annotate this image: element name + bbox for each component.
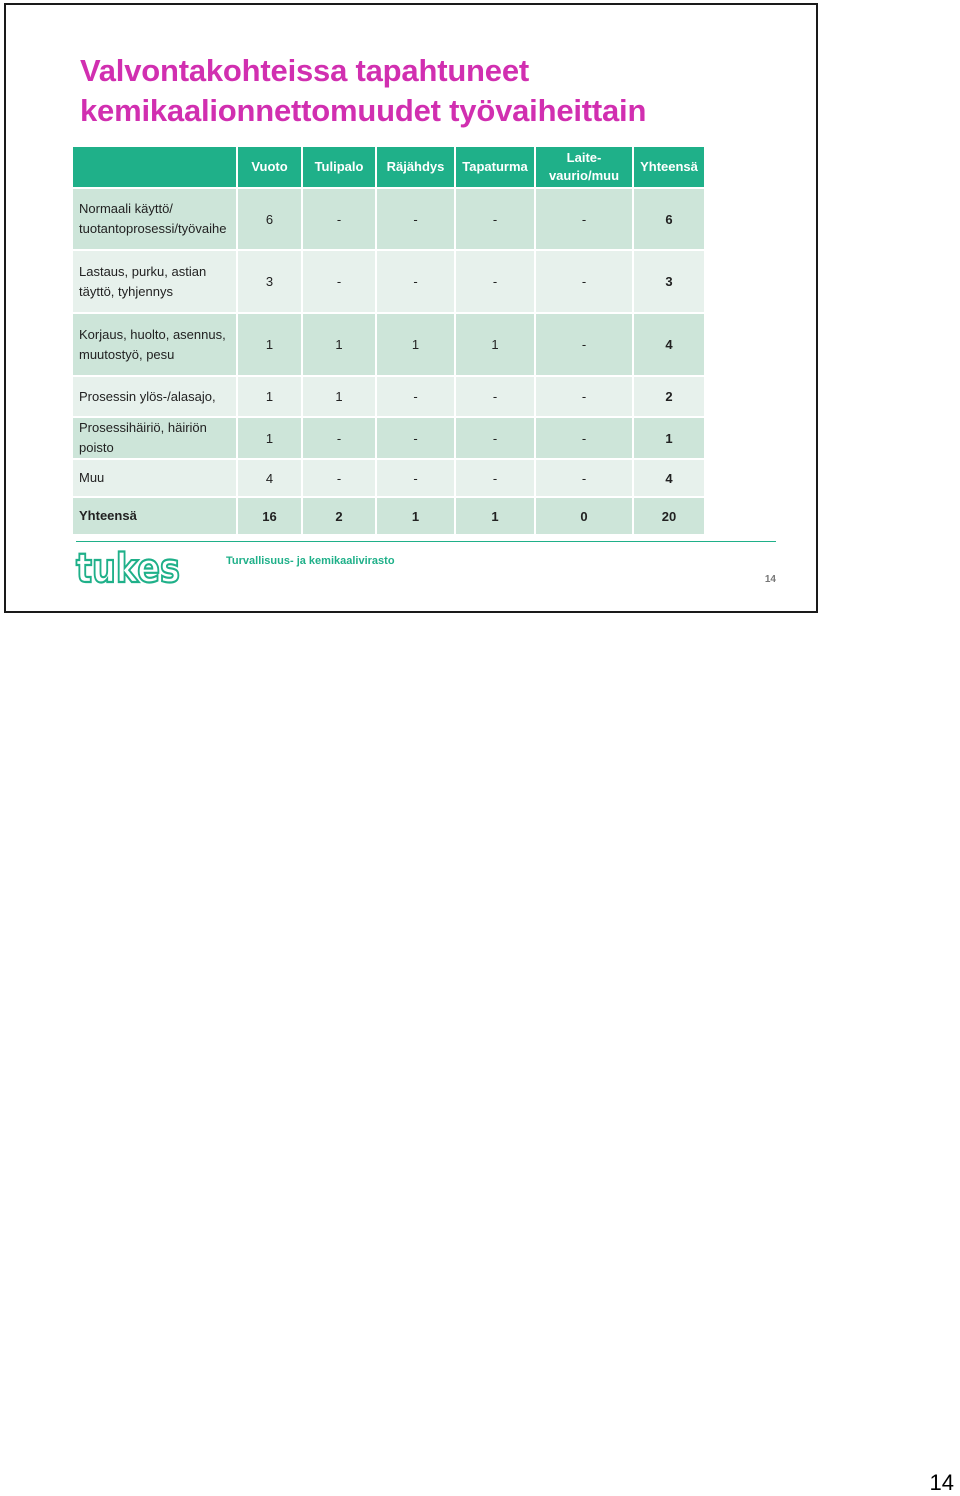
table-row [73, 189, 704, 249]
cell-tulipalo: - [303, 460, 375, 496]
table-header-row [73, 147, 704, 187]
cell-tulipalo: - [303, 189, 375, 249]
page-number: 14 [929, 1470, 954, 1495]
header-empty [73, 147, 236, 187]
row-label: Muu [73, 460, 236, 496]
row-label: Korjaus, huolto, asennus, muutostyö, pesu [73, 314, 236, 375]
cell-vuoto: 6 [238, 189, 301, 249]
cell-yhteensa: 6 [634, 189, 704, 249]
slide-title [80, 51, 646, 131]
tukes-logo [76, 546, 182, 592]
cell-vuoto: 16 [238, 498, 301, 534]
cell-tapaturma: - [456, 189, 534, 249]
cell-laitevaurio: 0 [536, 498, 632, 534]
table-row [73, 314, 704, 375]
cell-tapaturma: 1 [456, 498, 534, 534]
slide [4, 3, 818, 613]
header-tulipalo: Tulipalo [303, 147, 375, 187]
cell-yhteensa: 2 [634, 377, 704, 416]
header-laitevaurio [536, 147, 632, 187]
cell-vuoto: 1 [238, 314, 301, 375]
cell-rajahdys: 1 [377, 498, 454, 534]
row-label: Yhteensä [73, 498, 236, 534]
header-rajahdys: Räjähdys [377, 147, 454, 187]
cell-rajahdys: - [377, 418, 454, 458]
cell-yhteensa: 3 [634, 251, 704, 312]
title-line-2: kemikaalionnettomuudet työvaiheittain [80, 93, 647, 128]
cell-tulipalo: 1 [303, 377, 375, 416]
cell-rajahdys: 1 [377, 314, 454, 375]
table-row [73, 377, 704, 416]
row-label: Normaali käyttö/ tuotantoprosessi/työvaihe [73, 189, 236, 249]
cell-yhteensa: 1 [634, 418, 704, 458]
header-laitevaurio-line2: vaurio/muu [548, 168, 620, 183]
incident-table [71, 145, 706, 536]
cell-tulipalo: 2 [303, 498, 375, 534]
table-row [73, 418, 704, 458]
cell-vuoto: 1 [238, 418, 301, 458]
row-label: Prosessin ylös-/alasajo, [73, 377, 236, 416]
header-laitevaurio-line1: Laite- [566, 150, 602, 165]
cell-tulipalo: 1 [303, 314, 375, 375]
cell-rajahdys: - [377, 460, 454, 496]
table-total-row [73, 498, 704, 534]
cell-tapaturma: - [456, 460, 534, 496]
cell-laitevaurio: - [536, 377, 632, 416]
cell-laitevaurio: - [536, 251, 632, 312]
cell-yhteensa: 4 [634, 314, 704, 375]
cell-yhteensa: 20 [634, 498, 704, 534]
cell-tapaturma: - [456, 377, 534, 416]
cell-yhteensa: 4 [634, 460, 704, 496]
slide-number: 14 [764, 574, 776, 585]
cell-vuoto: 4 [238, 460, 301, 496]
agency-name: Turvallisuus- ja kemikaalivirasto [226, 555, 395, 567]
table-row [73, 460, 704, 496]
cell-laitevaurio: - [536, 460, 632, 496]
cell-rajahdys: - [377, 189, 454, 249]
cell-tapaturma: - [456, 418, 534, 458]
cell-tapaturma: 1 [456, 314, 534, 375]
logo-text: tukes [76, 546, 180, 592]
title-line-1: Valvontakohteissa tapahtuneet [80, 53, 529, 88]
cell-rajahdys: - [377, 377, 454, 416]
header-yhteensa: Yhteensä [634, 147, 704, 187]
cell-vuoto: 3 [238, 251, 301, 312]
cell-laitevaurio: - [536, 189, 632, 249]
cell-laitevaurio: - [536, 418, 632, 458]
cell-vuoto: 1 [238, 377, 301, 416]
header-tapaturma: Tapaturma [456, 147, 534, 187]
cell-tapaturma: - [456, 251, 534, 312]
row-label: Lastaus, purku, astian täyttö, tyhjennys [73, 251, 236, 312]
header-vuoto: Vuoto [238, 147, 301, 187]
cell-rajahdys: - [377, 251, 454, 312]
cell-tulipalo: - [303, 418, 375, 458]
row-label: Prosessihäiriö, häiriön poisto [73, 418, 236, 458]
cell-tulipalo: - [303, 251, 375, 312]
cell-laitevaurio: - [536, 314, 632, 375]
table-row [73, 251, 704, 312]
footer-divider [76, 541, 776, 542]
